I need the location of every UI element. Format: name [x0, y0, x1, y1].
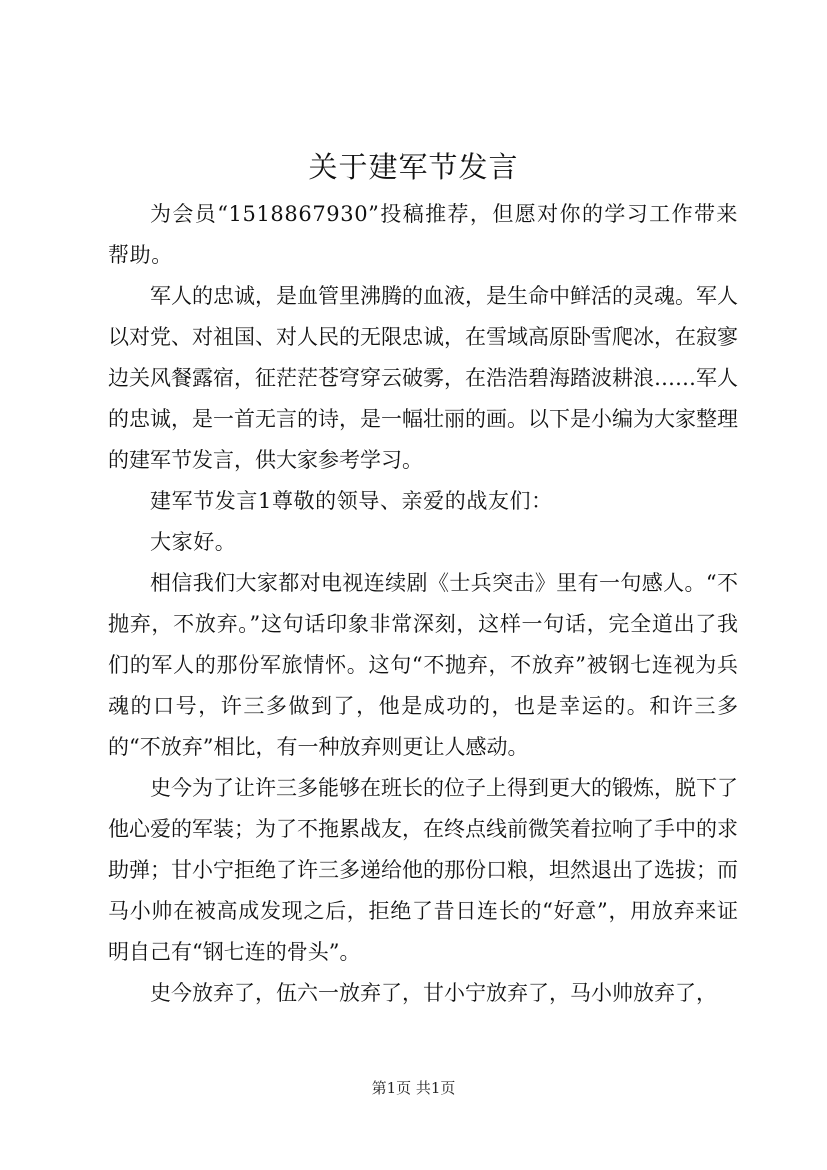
paragraph-soldiers-sortie: 相信我们大家都对电视连续剧《士兵突击》里有一句感人。“不抛弃，不放弃。”这句话印象非常深刻，这样一句话，完全道出了我们的军人的那份军旅情怀。这句“不抛弃，不放弃”被钢七连视为兵魂的口号，许三多做到了，他是成功的，也是幸运的。和许三多的“不放弃”相比，有一种放弃则更让人感动。	[108, 571, 738, 759]
paragraph-shi-jin: 史今为了让许三多能够在班长的位子上得到更大的锻炼，脱下了他心爱的军装；为了不拖累战友，在终点线前微笑着拉响了手中的求助弹；甘小宁拒绝了许三多递给他的那份口粮，坦然退出了选拔；而马小帅在被高成发现之后，拒绝了昔日连长的“好意”，用放弃来证明自己有“钢七连的骨头”。	[108, 776, 738, 964]
paragraph-speech-heading: 建军节发言1尊敬的领导、亲爱的战友们：	[150, 489, 553, 513]
paragraph-intro: 为会员“1518867930”投稿推荐，但愿对你的学习工作带来帮助。	[108, 202, 738, 267]
paragraph-giving-up: 史今放弃了，伍六一放弃了，甘小宁放弃了，马小帅放弃了，	[150, 981, 717, 1005]
page-footer	[0, 1078, 827, 1098]
page-number-label: 第1页 共1页	[371, 1079, 456, 1097]
document-title: 关于建军节发言	[308, 150, 519, 184]
paragraph-loyalty: 军人的忠诚，是血管里沸腾的血液，是生命中鲜活的灵魂。军人以对党、对祖国、对人民的无限忠诚，在雪域高原卧雪爬冰，在寂寥边关风餐露宿，征茫茫苍穹穿云破雾，在浩浩碧海踏波耕浪……军人的忠诚，是一首无言的诗，是一幅壮丽的画。以下是小编为大家整理的建军节发言，供大家参考学习。	[108, 284, 738, 472]
paragraph-greeting: 大家好。	[150, 530, 237, 554]
document-body	[108, 194, 738, 1014]
